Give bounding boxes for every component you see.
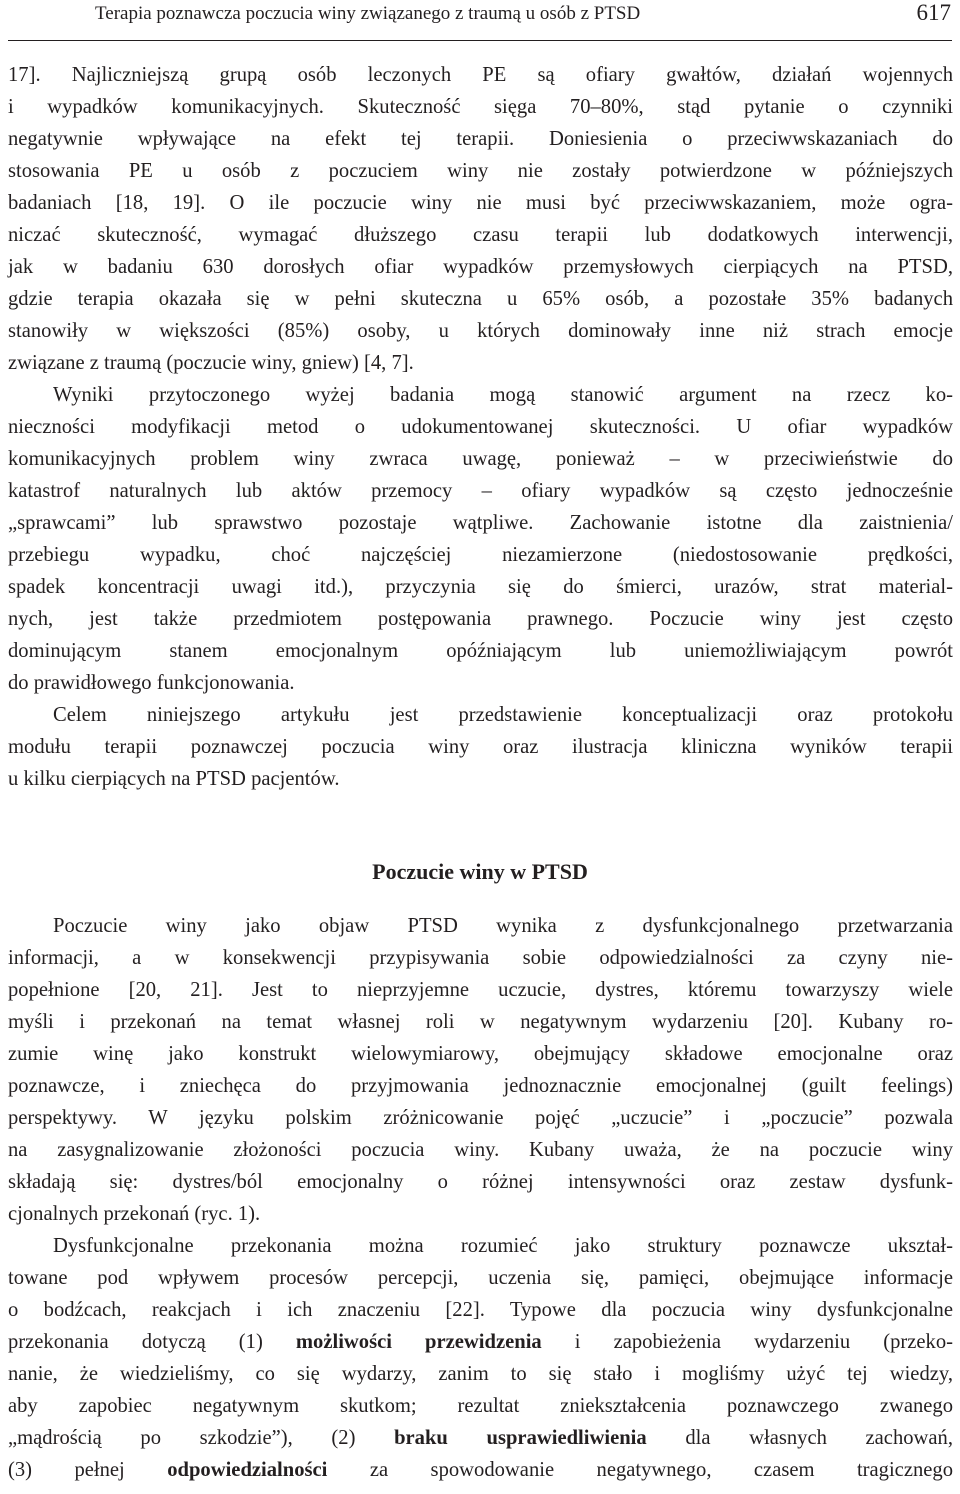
- text-line-with-emphasis: [8, 1326, 953, 1358]
- emphasis-text: odpowiedzialności: [167, 1459, 328, 1481]
- emphasis-text: możliwości przewidzenia: [295, 1331, 542, 1353]
- text-line: nieczności modyfikacji metod o udokumentowanej skuteczności. U ofiar wypadków: [8, 416, 953, 438]
- text-line: 17]. Najliczniejszą grupą osób leczonych PE są ofiary gwałtów, działań wojennych: [8, 64, 953, 86]
- text-line: katastrof naturalnych lub aktów przemocy – ofiary wypadków są często jednocześnie: [8, 480, 953, 502]
- body-text-upper: [8, 59, 953, 795]
- text-line: badaniach [18, 19]. O ile poczucie winy nie musi być przeciwwskazaniem, może ogra-: [8, 192, 953, 214]
- text-line: gdzie terapia okazała się w pełni skuteczna u 65% osób, a pozostałe 35% badanych: [8, 288, 953, 310]
- text-line: „sprawcami” lub sprawstwo pozostaje wątpliwe. Zachowanie istotne dla zaistnienia/: [8, 512, 953, 534]
- text-line: Wyniki przytoczonego wyżej badania mogą stanowić argument na rzecz ko-: [53, 384, 953, 406]
- text-span: (3) pełnej: [8, 1459, 168, 1481]
- text-span: „mądrością po szkodzie”), (2): [8, 1427, 395, 1449]
- text-span: dla własnych zachowań,: [646, 1427, 953, 1449]
- text-line: cjonalnych przekonań (ryc. 1).: [8, 1203, 261, 1225]
- emphasis-text: braku usprawiedliwienia: [394, 1427, 647, 1449]
- text-line-with-emphasis: [8, 1454, 953, 1486]
- body-text-lower: [8, 910, 953, 1486]
- text-line: jak w badaniu 630 dorosłych ofiar wypadków przemysłowych cierpiących na PTSD,: [8, 256, 953, 278]
- text-line: komunikacyjnych problem winy zwraca uwagę, ponieważ – w przeciwieństwie do: [8, 448, 953, 470]
- text-line: popełnione [20, 21]. Jest to nieprzyjemne uczucie, dystres, któremu towarzyszy wiele: [8, 979, 953, 1001]
- text-line: Dysfunkcjonalne przekonania można rozumieć jako struktury poznawcze ukształ-: [53, 1235, 953, 1257]
- text-line: Celem niniejszego artykułu jest przedstawienie konceptualizacji oraz protokołu: [53, 704, 953, 726]
- text-line: związane z traumą (poczucie winy, gniew) [4, 7].: [8, 352, 414, 374]
- running-title: Terapia poznawcza poczucia winy związanego z traumą u osób z PTSD: [95, 3, 641, 24]
- text-line: Poczucie winy jako objaw PTSD wynika z dysfunkcjonalnego przetwarzania: [53, 915, 953, 937]
- text-line: perspektywy. W języku polskim zróżnicowanie pojęć „uczucie” i „poczucie” pozwala: [8, 1107, 953, 1129]
- running-head: [0, 0, 960, 44]
- text-span: za spowodowanie negatywnego, czasem tragicznego: [327, 1459, 953, 1481]
- section-heading: Poczucie winy w PTSD: [372, 859, 588, 884]
- text-line: aby zapobiec negatywnym skutkom; rezultat zniekształcenia poznawczego zwanego: [8, 1395, 953, 1417]
- text-span: przekonania dotyczą (1): [8, 1331, 296, 1353]
- text-line: negatywnie wpływające na efekt tej terapii. Doniesienia o przeciwwskazaniach do: [8, 128, 953, 150]
- text-line: towane pod wpływem procesów percepcji, uczenia się, pamięci, obejmujące informacje: [8, 1267, 953, 1289]
- text-line-with-emphasis: [8, 1422, 953, 1454]
- text-line: o bodźcach, reakcjach i ich znaczeniu [22]. Typowe dla poczucia winy dysfunkcjonalne: [8, 1299, 953, 1321]
- text-line: nanie, że wiedzieliśmy, co się wydarzy, zanim to się stało i mogliśmy użyć tej wiedzy,: [8, 1363, 953, 1385]
- text-line: zumie winę jako konstrukt wielowymiarowy, obejmujący składowe emocjonalne oraz: [8, 1043, 953, 1065]
- text-line: informacji, a w konsekwencji przypisywania sobie odpowiedzialności za czyny nie-: [8, 947, 953, 969]
- text-span: i zapobieżenia wydarzeniu (przeko-: [541, 1331, 953, 1353]
- text-line: na zasygnalizowanie złożoności poczucia winy. Kubany uważa, że na poczucie winy: [8, 1139, 953, 1161]
- text-line: nych, jest także przedmiotem postępowania prawnego. Poczucie winy jest często: [8, 608, 953, 630]
- text-line: dominującym stanem emocjonalnym opóźniającym lub uniemożliwiającym powrót: [8, 640, 953, 662]
- text-line: poznawcze, i zniechęca do przyjmowania jednoznacznie emocjonalnej (guilt feelings): [8, 1075, 953, 1097]
- text-line: modułu terapii poznawczej poczucia winy oraz ilustracja kliniczna wyników terapii: [8, 736, 953, 758]
- header-rule: [8, 40, 952, 41]
- text-line: myśli i przekonań na temat własnej roli w negatywnym wydarzeniu [20]. Kubany ro-: [8, 1011, 953, 1033]
- text-line: stanowiły w większości (85%) osoby, u których dominowały inne niż strach emocje: [8, 320, 953, 342]
- text-line: przebiegu wypadku, choć najczęściej niezamierzone (niedostosowanie prędkości,: [8, 544, 953, 566]
- text-line: i wypadków komunikacyjnych. Skuteczność sięga 70–80%, stąd pytanie o czynniki: [8, 96, 953, 118]
- text-line: spadek koncentracji uwagi itd.), przyczynia się do śmierci, urazów, strat material-: [8, 576, 953, 598]
- text-line: u kilku cierpiących na PTSD pacjentów.: [8, 768, 340, 790]
- text-line: niczać skuteczność, wymagać dłuższego czasu terapii lub dodatkowych interwencji,: [8, 224, 953, 246]
- text-line: składają się: dystres/ból emocjonalny o różnej intensywności oraz zestaw dysfunk-: [8, 1171, 953, 1193]
- text-line: stosowania PE u osób z poczuciem winy nie zostały potwierdzone w późniejszych: [8, 160, 953, 182]
- page-number: 617: [916, 0, 951, 25]
- text-line: do prawidłowego funkcjonowania.: [8, 672, 295, 694]
